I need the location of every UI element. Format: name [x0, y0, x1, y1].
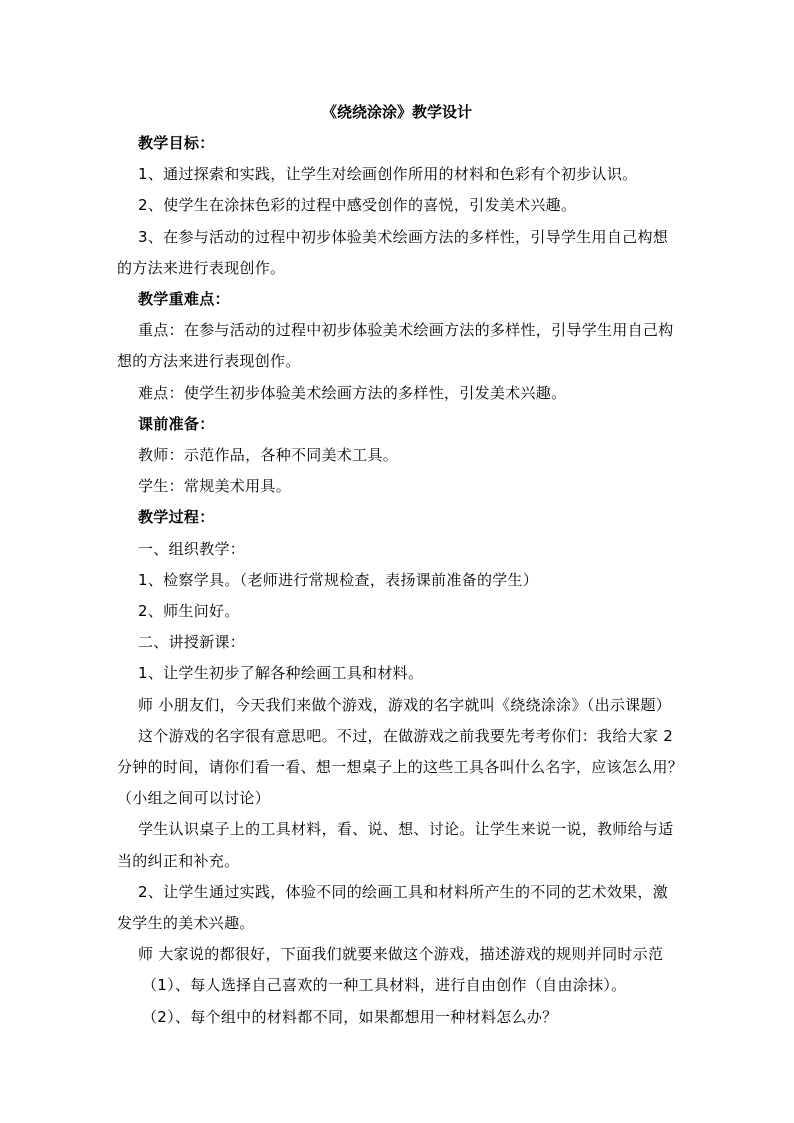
heading-key-difficult-points: 教学重难点： [138, 290, 230, 308]
paragraph-line: （2）、每个组中的材料都不同，如果都想用一种材料怎么办？ [142, 1008, 558, 1026]
paragraph-line: 师 小朋友们，今天我们来做个游戏，游戏的名字就叫《绕绕涂涂》（出示课题） [138, 696, 672, 714]
paragraph-line: 难点：使学生初步体验美术绘画方法的多样性，引发美术兴趣。 [138, 384, 567, 402]
heading-preparation: 课前准备： [138, 415, 215, 433]
paragraph-line: 1、让学生初步了解各种绘画工具和材料。 [138, 664, 424, 682]
heading-teaching-goals: 教学目标： [138, 134, 215, 152]
document-title: 《绕绕涂涂》教学设计 [321, 103, 472, 121]
paragraph-line: 发学生的美术兴趣。 [117, 914, 255, 932]
heading-teaching-process: 教学过程： [138, 508, 215, 526]
paragraph-line: 分钟的时间，请你们看一看、想一想桌子上的这些工具各叫什么名字，应该怎么用？ [117, 758, 684, 776]
paragraph-line: 重点：在参与活动的过程中初步体验美术绘画方法的多样性，引导学生用自己构 [138, 321, 674, 339]
paragraph-line: 2、使学生在涂抹色彩的过程中感受创作的喜悦，引发美术兴趣。 [138, 196, 577, 214]
paragraph-line: 想的方法来进行表现创作。 [117, 352, 301, 370]
paragraph-line: 教师：示范作品，各种不同美术工具。 [138, 446, 399, 464]
paragraph-line: 的方法来进行表现创作。 [117, 259, 286, 277]
paragraph-line: 当的纠正和补充。 [117, 852, 240, 870]
paragraph-line: 一、组织教学： [138, 540, 246, 558]
paragraph-line: 1、检察学具。（老师进行常规检查，表扬课前准备的学生） [138, 571, 539, 589]
paragraph-line: 师 大家说的都很好，下面我们就要来做这个游戏，描述游戏的规则并同时示范 [138, 945, 664, 963]
paragraph-line: （小组之间可以讨论） [117, 789, 271, 807]
paragraph-line: 学生认识桌子上的工具材料，看、说、想、讨论。让学生来说一说，教师给与适 [138, 820, 674, 838]
paragraph-line: 这个游戏的名字很有意思吧。不过，在做游戏之前我要先考考你们：我给大家 2 [138, 727, 674, 745]
paragraph-line: 2、让学生通过实践，体验不同的绘画工具和材料所产生的不同的艺术效果，激 [138, 883, 669, 901]
paragraph-line: 1、通过探索和实践，让学生对绘画创作所用的材料和色彩有个初步认识。 [138, 165, 638, 183]
paragraph-line: 二、讲授新课： [138, 633, 246, 651]
paragraph-line: 学生：常规美术用具。 [138, 477, 292, 495]
paragraph-line: 2、师生问好。 [138, 602, 240, 620]
paragraph-line: 3、在参与活动的过程中初步体验美术绘画方法的多样性，引导学生用自己构想 [138, 228, 669, 246]
paragraph-line: （1）、每人选择自己喜欢的一种工具材料，进行自由创作（自由涂抹）。 [142, 976, 627, 994]
